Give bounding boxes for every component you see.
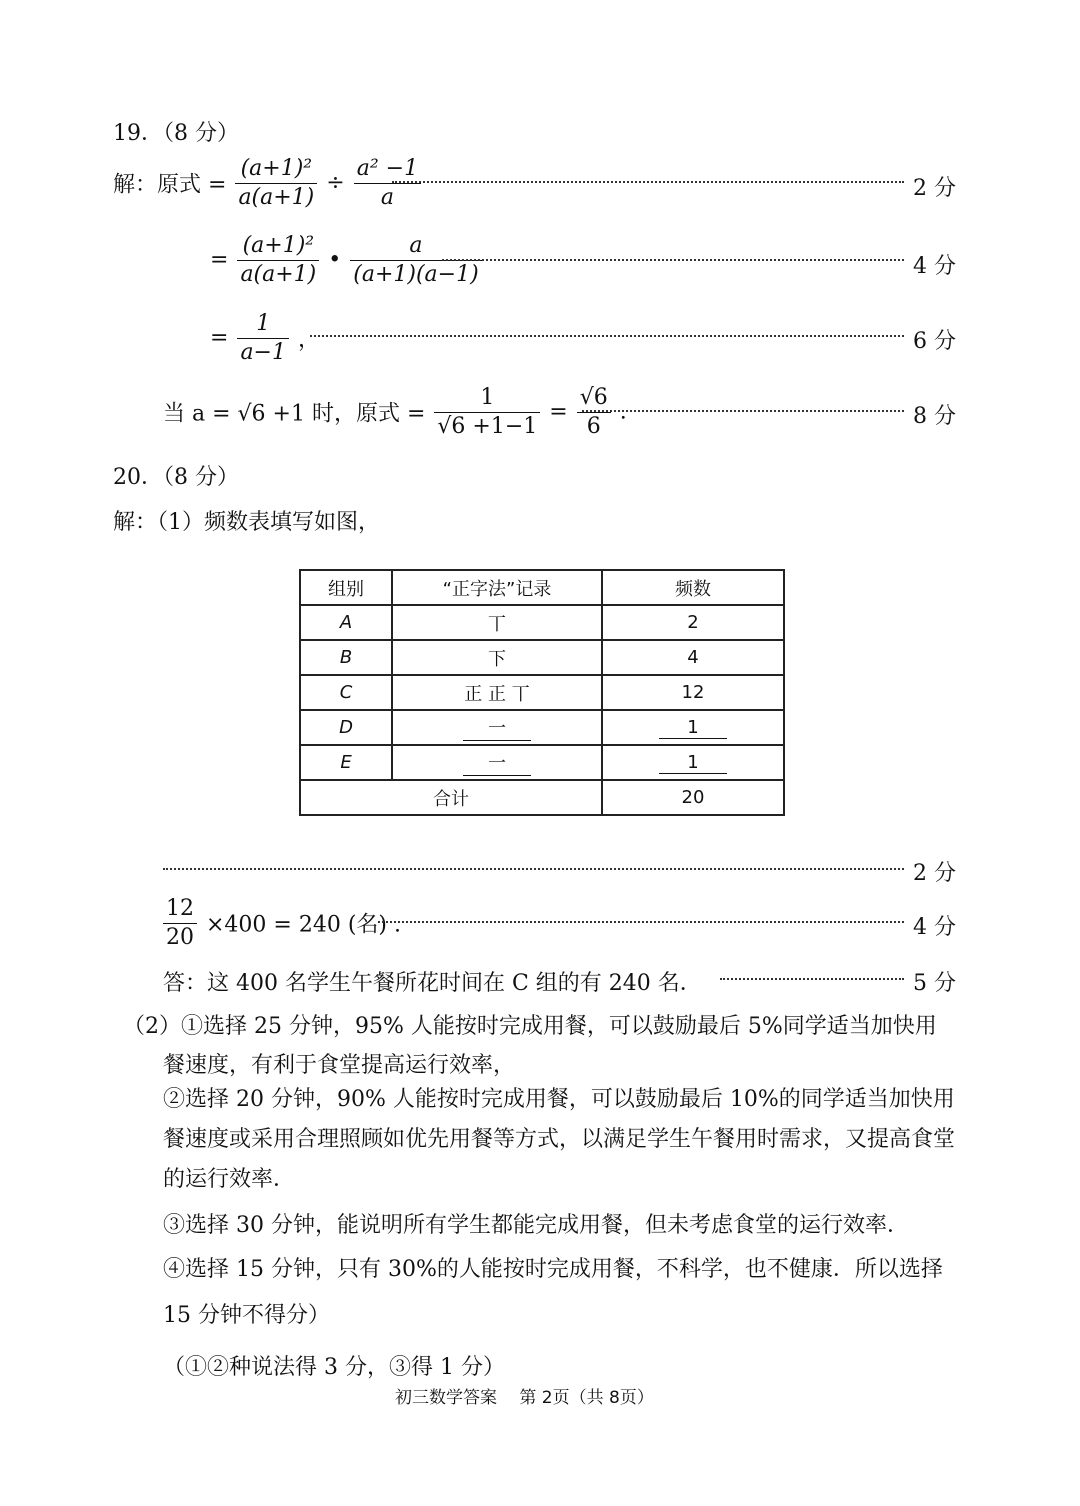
q19-step1-prefix: 解：原式 =	[113, 172, 227, 198]
q19-step1-frac1: $\frac{\text{(a+1)²}}{a(a+1)}$	[235, 155, 317, 211]
table-header-row	[300, 570, 784, 605]
q19-step2-score: 4 分	[913, 254, 956, 279]
filled-blank: 1	[659, 717, 727, 739]
part2-p3: ③选择 30 分钟，能说明所有学生都能完成用餐，但未考虑食堂的运行效率．	[163, 1213, 909, 1238]
table-row: E 一 1	[300, 745, 784, 780]
q20-heading: 20．（8 分）	[113, 465, 239, 490]
table-score: 2 分	[913, 861, 956, 886]
calc-frac: $\frac{12}{20}$	[163, 895, 197, 951]
q19-step3-frac: $\frac{1}{a-1}$	[237, 310, 289, 366]
q20-calc: $\frac{12}{20}$ ×400 = 240 (名) .	[161, 895, 401, 951]
table-total-row: 合计 20	[300, 780, 784, 815]
q19-step4: 当 a = √6 +1 时，原式 = $\frac{1}{√6 +1-1}$ = $\frac{√6}{6}$ .	[163, 385, 627, 439]
q19-step4-score: 8 分	[913, 404, 956, 429]
dotted-leader	[163, 868, 904, 870]
page-footer: 初三数学答案 第 2页（共 8页）	[395, 1388, 654, 1408]
filled-blank: 一	[463, 749, 531, 776]
q19-step1	[113, 155, 423, 219]
q19-step4-frac1: $\frac{1}{√6 +1-1}$	[434, 384, 540, 440]
table-row: B 下 4	[300, 640, 784, 675]
filled-blank: 1	[659, 752, 727, 774]
q20-part1-intro: 解：（1）频数表填写如图，	[113, 510, 380, 535]
table-row: A 丅 2	[300, 605, 784, 640]
dotted-leader	[378, 921, 904, 923]
q19-step3-score: 6 分	[913, 329, 956, 354]
q19-step2-frac2: $\frac{a}{(a+1)(a-1)}$	[350, 232, 481, 288]
filled-blank: 一	[463, 714, 531, 741]
header-tally: “正字法”记录	[392, 570, 602, 605]
part2-p1b: 餐速度，有利于食堂提高运行效率，	[163, 1053, 516, 1078]
calc-score: 4 分	[913, 915, 956, 940]
part2-p4: ④选择 15 分钟，只有 30%的人能按时完成用餐，不科学，也不健康．所以选择 15 分钟不得分）	[163, 1257, 943, 1328]
table-row: D 一 1	[300, 710, 784, 745]
part2-p1: （2）①选择 25 分钟，95% 人能按时完成用餐，可以鼓励最后 5%同学适当加快用	[123, 1014, 937, 1039]
q19-step4-frac2: $\frac{√6}{6}$	[577, 384, 611, 440]
dotted-leader	[720, 978, 904, 980]
dotted-leader	[310, 335, 904, 337]
dotted-leader	[392, 181, 904, 183]
q19-heading: 19．（8 分）	[113, 121, 239, 146]
part2-p2: ②选择 20 分钟，90% 人能按时完成用餐，可以鼓励最后 10%的同学适当加快用餐速度或采用合理照顾如优先用餐等方式，以满足学生午餐用时需求，又提高食堂的运行效率．	[163, 1087, 956, 1192]
frequency-table	[299, 569, 785, 816]
header-group: 组别	[300, 570, 392, 605]
header-freq: 频数	[602, 570, 784, 605]
q20-answer: 答：这 400 名学生午餐所花时间在 C 组的有 240 名．	[163, 971, 702, 996]
q19-step1-frac2: $\frac{\text{a² −1}}{a}$	[354, 155, 421, 211]
part2-note: （①②种说法得 3 分，③得 1 分）	[163, 1355, 505, 1380]
q19-step2: = $\frac{\text{(a+1)²}}{a(a+1)}$ • $\frac{a}{(a+1)(a-1)}$	[210, 232, 484, 288]
dotted-leader	[582, 410, 904, 412]
q19-step2-frac1: $\frac{\text{(a+1)²}}{a(a+1)}$	[237, 232, 319, 288]
q19-step1-score: 2 分	[913, 176, 956, 201]
q19-step3: = $\frac{1}{a-1}$ ，	[210, 311, 320, 365]
answer-score: 5 分	[913, 971, 956, 996]
divide-symbol: ÷	[326, 170, 345, 196]
table-row: C 正 正 丅 12	[300, 675, 784, 710]
dotted-leader	[442, 259, 904, 261]
